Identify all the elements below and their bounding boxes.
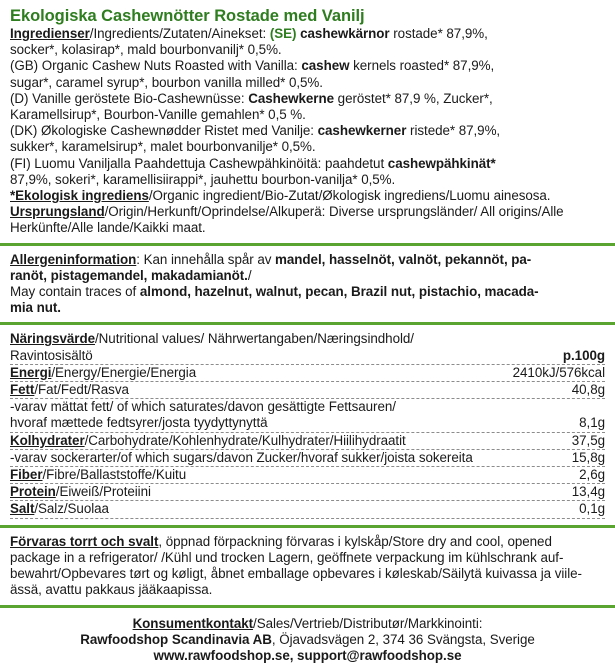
ingredients-d: [10, 91, 605, 107]
ingredients-d-line2: Karamellsirup*, Bourbon-Vanille gemahlen* 0,5 %.: [10, 107, 605, 123]
allergen-text: : Kan innehålla spår av: [136, 252, 275, 267]
nutrition-row-label: [10, 433, 406, 449]
nutrition-row-label: [10, 382, 129, 398]
ingredient-text: kernels roasted* 87,9%,: [349, 58, 494, 73]
ingredient-allergen: cashew: [301, 58, 349, 73]
allergen-list: mandel, hasselnöt, valnöt, pekannöt, pa-: [275, 252, 531, 267]
organic-note: [10, 188, 605, 204]
nutrient-translations: hvoraf mættede fedtsyrer/josta tyydyttynyttä: [10, 415, 268, 430]
ingredient-text: ristede* 87,9%,: [406, 123, 500, 138]
allergen-line2: [10, 268, 605, 284]
nutrition-label: Näringsvärde: [10, 331, 95, 346]
nutrition-row-label: [10, 484, 151, 500]
ingredient-allergen: cashewkerner: [318, 123, 407, 138]
ingredients-fi: [10, 156, 605, 172]
nutrition-row-label: [10, 365, 196, 381]
allergen-label: Allergeninformation: [10, 252, 136, 267]
contact-web-line: [10, 648, 605, 664]
nutrition-row: [10, 467, 605, 484]
ingredients-label: Ingredienser: [10, 26, 90, 41]
ingredient-text: (GB) Organic Cashew Nuts Roasted with Vanilla:: [10, 58, 301, 73]
nutrition-row-label: [10, 399, 396, 415]
ingredients-dk: [10, 123, 605, 139]
ingredient-text: geröstet* 87,9 %, Zucker*,: [334, 91, 493, 106]
storage-section: [10, 534, 605, 599]
section-divider: [0, 525, 615, 528]
nutrition-row: [10, 415, 605, 432]
nutrient-value: 0,1g: [573, 501, 605, 517]
allergen-text: May contain traces of: [10, 284, 140, 299]
contact-label: Konsumentkontakt: [133, 616, 253, 631]
nutrient-name: Fett: [10, 382, 34, 397]
nutrition-translations: /Nutritional values/ Nährwertangaben/Næringsindhold/: [95, 331, 414, 346]
nutrition-row: [10, 365, 605, 382]
ingredient-text: (FI) Luomu Vaniljalla Paahdettuja Cashewpähkinöitä: paahdetut: [10, 156, 388, 171]
product-title: Ekologiska Cashewnötter Rostade med Vanilj: [10, 0, 605, 26]
nutrient-translations: /Energy/Energie/Energia: [51, 365, 196, 380]
contact-translations: /Sales/Vertrieb/Distributør/Markkinointi:: [253, 616, 482, 631]
ingredients-fi-line2: 87,9%, sokeri*, karamellisiirappi*, jauhettu bourbon-vanilja* 0,5%.: [10, 172, 605, 188]
nutrient-translations: -varav mättat fett/ of which saturates/davon gesättigte Fettsauren/: [10, 399, 396, 414]
ingredients-section: [10, 26, 605, 237]
ingredient-text: (D) Vanille geröstete Bio-Cashewnüsse:: [10, 91, 248, 106]
nutrition-row: [10, 433, 605, 450]
nutrition-table: [10, 365, 605, 519]
allergen-line3: [10, 284, 605, 300]
contact-web: www.rawfoodshop.se, support@rawfoodshop.se: [153, 648, 461, 663]
section-divider: [0, 322, 615, 325]
organic-translations: /Organic ingredient/Bio-Zutat/Økologisk ingrediens/Luomu ainesosa.: [149, 188, 551, 203]
nutrition-header: [10, 331, 605, 347]
nutrition-row-label: [10, 415, 268, 431]
storage-line1: [10, 534, 605, 550]
allergen-line4: [10, 300, 605, 316]
nutrient-translations: /Fat/Fedt/Rasva: [34, 382, 129, 397]
ingredients-gb-line2: sugar*, caramel syrup*, bourbon vanilla milled* 0,5%.: [10, 75, 605, 91]
section-divider: [0, 605, 615, 608]
allergen-line1: [10, 252, 605, 268]
origin-text: /Origin/Herkunft/Oprindelse/Alkuperä: Diverse ursprungsländer/ All origins/Alle: [105, 204, 564, 219]
nutrient-value: 37,5g: [566, 433, 605, 449]
nutrition-section: [10, 331, 605, 518]
nutrition-row: [10, 501, 605, 518]
nutrient-translations: /Fibre/Ballaststoffe/Kuitu: [43, 467, 187, 482]
nutrition-row-label: [10, 450, 473, 466]
nutrient-value: 15,8g: [566, 450, 605, 466]
organic-label: *Ekologisk ingrediens: [10, 188, 149, 203]
storage-text: , öppnad förpackning förvaras i kylskåp/Store dry and cool, opened: [158, 534, 551, 549]
allergen-separator: /: [248, 268, 252, 283]
nutrient-value: 2410kJ/576kcal: [507, 365, 605, 381]
ingredient-text: (DK) Økologiske Cashewnødder Ristet med Vanilje:: [10, 123, 318, 138]
nutrition-row-label: [10, 467, 186, 483]
nutrition-row: [10, 382, 605, 399]
ingredient-allergen: cashewkärnor: [300, 26, 389, 41]
nutrient-name: Protein: [10, 484, 56, 499]
nutrition-per: p.100g: [557, 348, 605, 364]
nutrient-name: Energi: [10, 365, 51, 380]
nutrient-value: 13,4g: [566, 484, 605, 500]
nutrient-name: Kolhydrater: [10, 433, 85, 448]
nutrient-name: Fiber: [10, 467, 43, 482]
section-divider: [0, 243, 615, 246]
ingredients-se-line2: socker*, kolasirap*, mald bourbonvanilj* 0,5%.: [10, 42, 605, 58]
ingredient-text: rostade* 87,9%,: [390, 26, 488, 41]
allergen-list: ranöt, pistagemandel, makadamianöt.: [10, 268, 248, 283]
origin-note-line2: Herkünfte/Alle lande/Kaikki maat.: [10, 220, 605, 236]
storage-line3: bewahrt/Opbevares tørt og køligt, åbnet emballage opbevares i køleskab/Säilytä kuivassa ja viile-: [10, 566, 605, 582]
lang-code-se: (SE): [270, 26, 297, 41]
nutrition-row: [10, 484, 605, 501]
company-name: Rawfoodshop Scandinavia AB: [80, 632, 272, 647]
nutrient-translations: /Salz/Suolaa: [34, 501, 109, 516]
nutrient-translations: /Eiweiß/Proteiini: [56, 484, 151, 499]
nutrient-value: 2,6g: [573, 467, 605, 483]
contact-company-line: [10, 632, 605, 648]
nutrient-translations: -varav sockerarter/of which sugars/davon Zucker/hvoraf sukker/joista sokereita: [10, 450, 473, 465]
contact-section: [10, 614, 605, 664]
nutrition-per-row: [10, 348, 605, 365]
nutrition-header-line2: Ravintosisältö: [10, 348, 93, 364]
ingredients-label-translations: /Ingredients/Zutaten/Ainekset:: [90, 26, 270, 41]
ingredients-se: [10, 26, 605, 42]
ingredient-allergen: cashewpähkinät*: [388, 156, 496, 171]
allergen-list: mia nut.: [10, 300, 61, 315]
nutrition-row: [10, 399, 605, 415]
storage-label: Förvaras torrt och svalt: [10, 534, 158, 549]
nutrient-translations: /Carbohydrate/Kohlenhydrate/Kulhydrater/Hiilihydraatit: [85, 433, 406, 448]
origin-note: [10, 204, 605, 220]
allergen-list: almond, hazelnut, walnut, pecan, Brazil nut, pistachio, macada-: [140, 284, 539, 299]
nutrition-row-label: [10, 501, 109, 517]
nutrient-name: Salt: [10, 501, 34, 516]
ingredient-allergen: Cashewkerne: [248, 91, 334, 106]
storage-line4: ässä, avattu pakkaus jääkaapissa.: [10, 582, 605, 598]
ingredients-gb: [10, 58, 605, 74]
allergen-section: [10, 252, 605, 317]
nutrient-value: 8,1g: [573, 415, 605, 431]
company-address: , Öjavadsvägen 2, 374 36 Svängsta, Sverige: [272, 632, 535, 647]
ingredients-dk-line2: sukker*, karamelsirup*, malet bourbonvanilje* 0,5%.: [10, 139, 605, 155]
nutrition-row: [10, 450, 605, 467]
origin-label: Ursprungsland: [10, 204, 105, 219]
nutrient-value: 40,8g: [566, 382, 605, 398]
storage-line2: package in a refrigerator/ /Kühl und trocken Lagern, geöffnete verpackung im kühlschrank auf-: [10, 550, 605, 566]
